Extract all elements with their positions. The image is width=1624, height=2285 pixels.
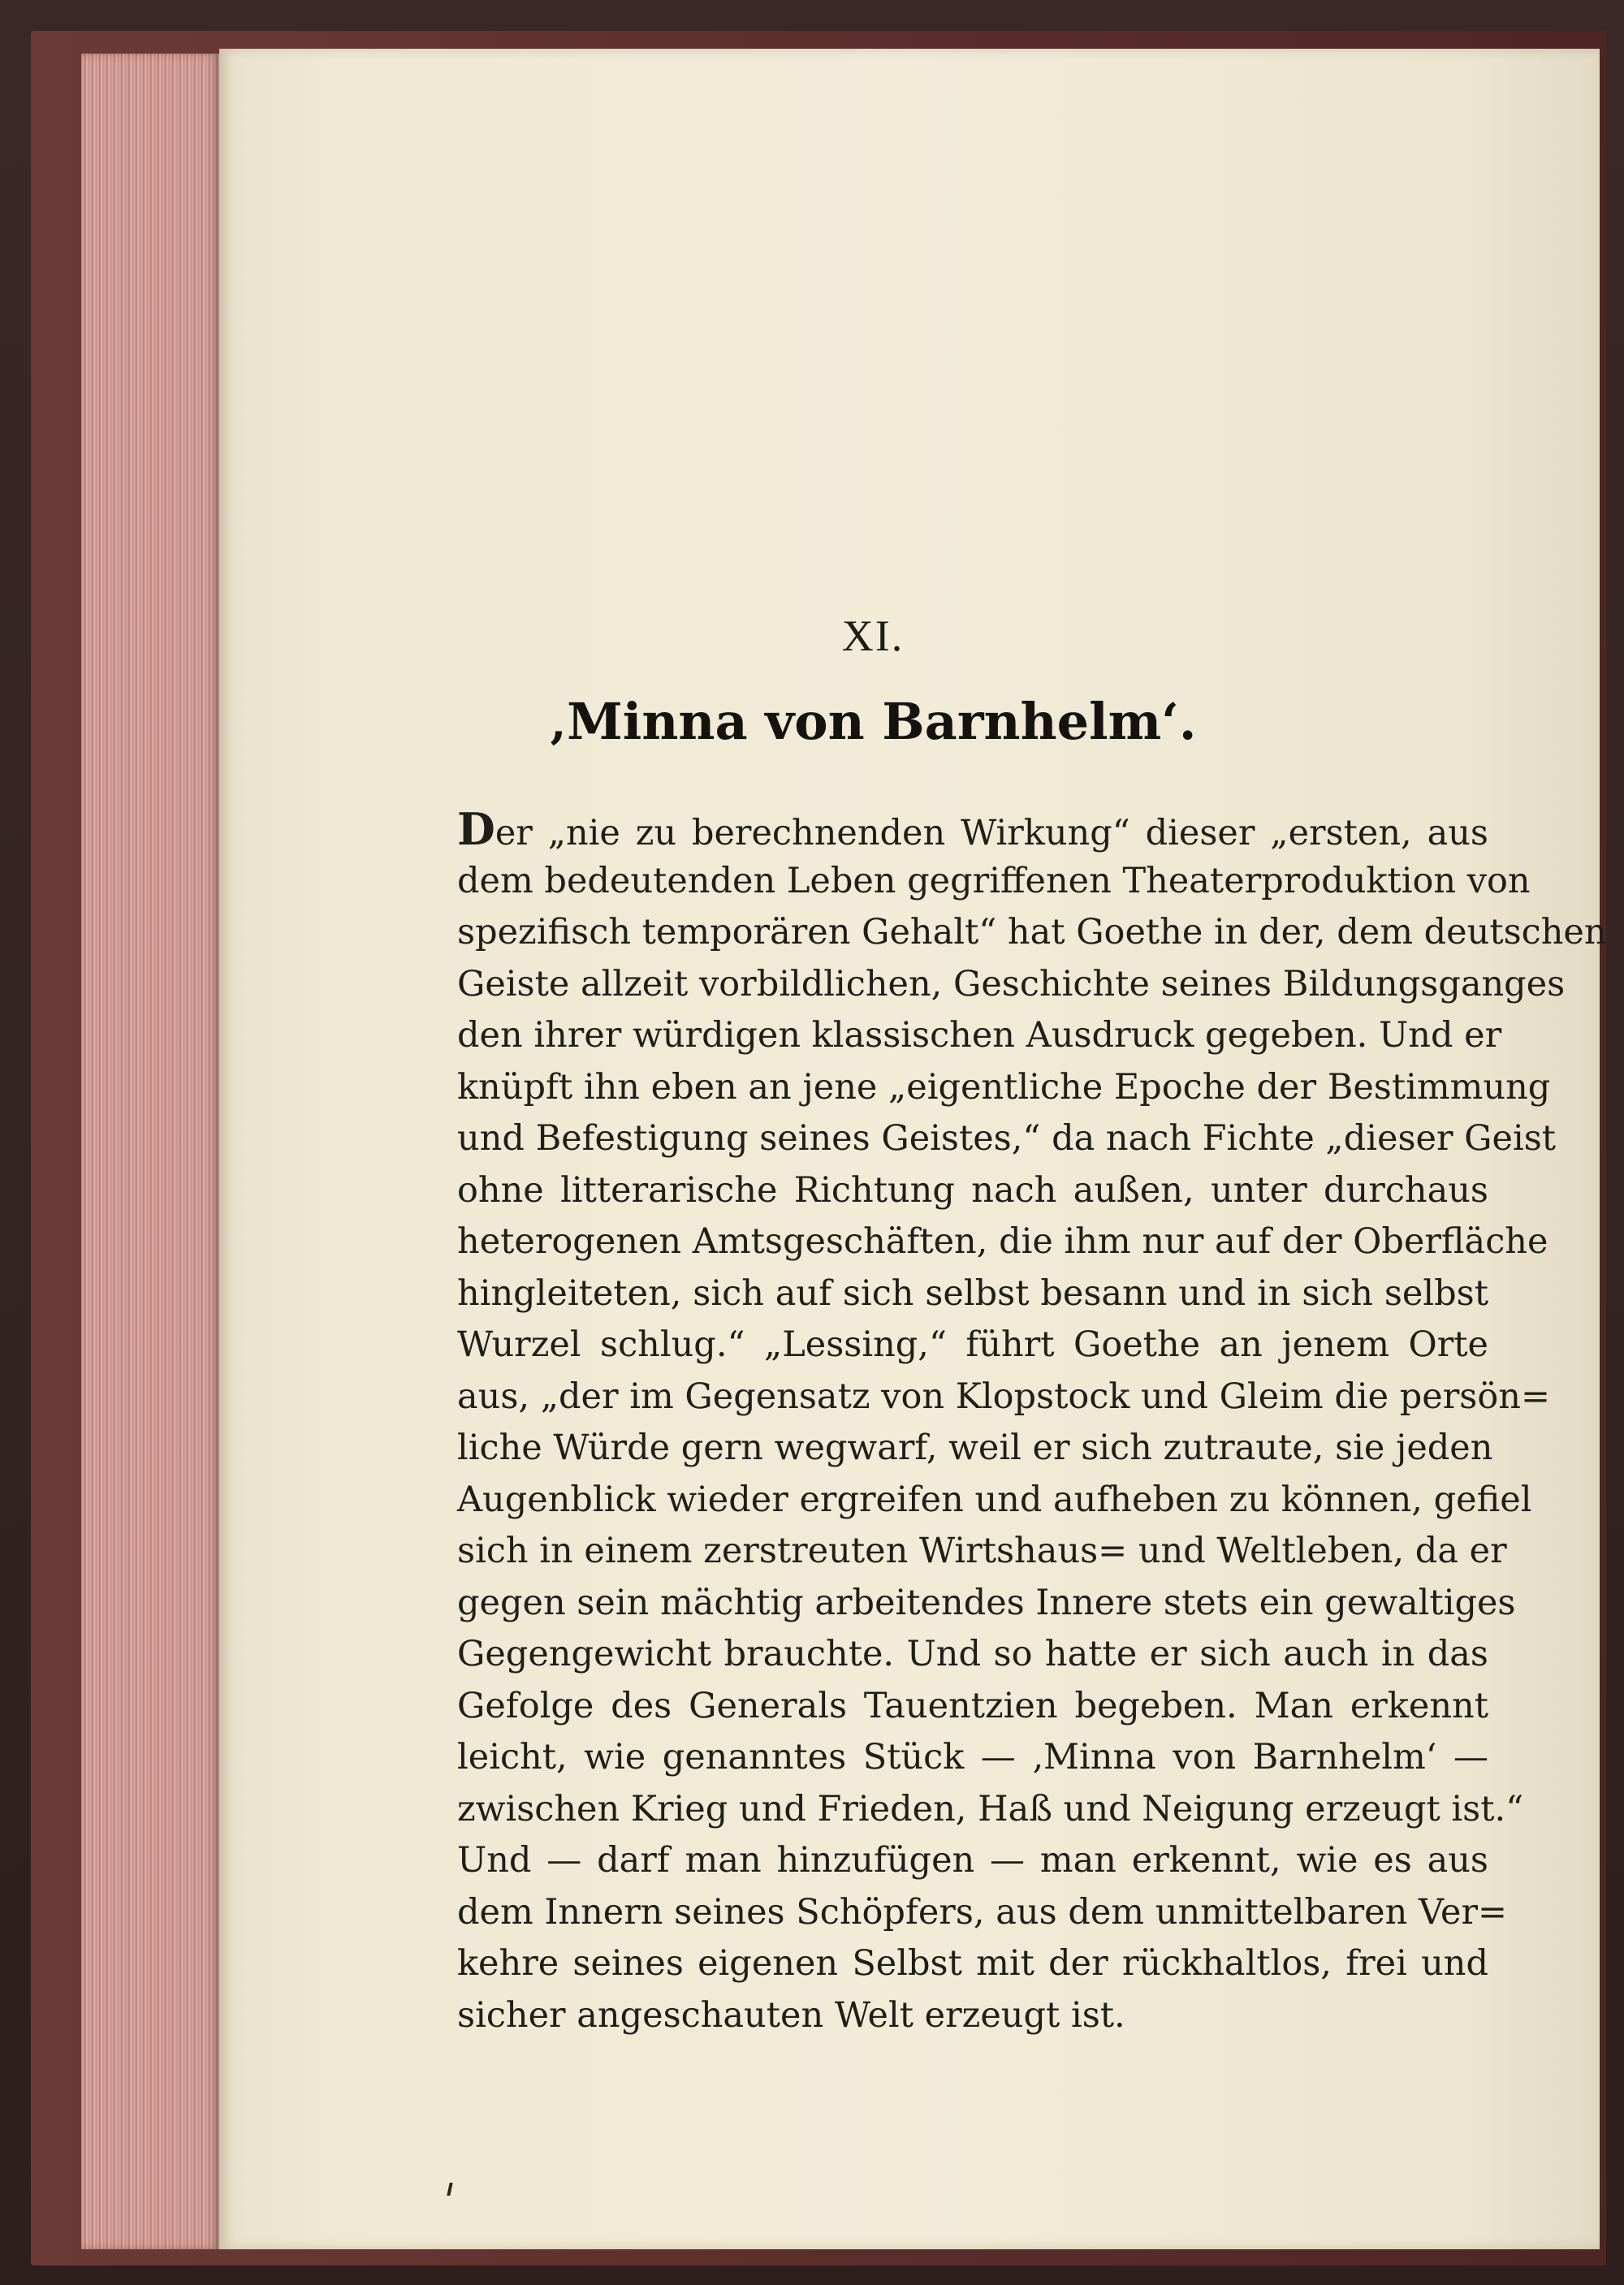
- text-line: leicht, wie genanntes Stück — ‚Minna von Barnhelm‘ —: [457, 1737, 1488, 1777]
- text-line-content: er „nie zu berechnenden Wirkung“ dieser „ersten, aus: [495, 813, 1488, 853]
- text-line: aus, „der im Gegensatz von Klopstock und Gleim die persön=: [457, 1376, 1550, 1417]
- text-line: sich in einem zerstreuten Wirtshaus= und Weltleben, da er: [457, 1531, 1507, 1571]
- text-line: dem bedeutenden Leben gegriffenen Theaterproduktion von: [457, 860, 1531, 901]
- text-line: zwischen Krieg und Frieden, Haß und Neigung erzeugt ist.“: [457, 1788, 1524, 1829]
- text-line: gegen sein mächtig arbeitendes Innere stets ein gewaltiges: [457, 1582, 1516, 1623]
- page-edges: [81, 54, 219, 2249]
- text-line: knüpft ihn eben an jene „eigentliche Epoche der Bestimmung: [457, 1066, 1551, 1108]
- text-line: ohne litterarische Richtung nach außen, unter durchaus: [457, 1169, 1488, 1211]
- drop-cap: D: [457, 803, 495, 855]
- text-line: dem Innern seines Schöpfers, aus dem unmittelbaren Ver=: [457, 1891, 1508, 1933]
- text-line: kehre seines eigenen Selbst mit der rückhaltlos, frei und: [457, 1943, 1488, 1984]
- text-line: Gefolge des Generals Tauentzien begeben. Man erkennt: [457, 1685, 1488, 1726]
- text-line: heterogenen Amtsgeschäften, die ihm nur auf der Oberfläche: [457, 1221, 1548, 1262]
- chapter-number: XI.: [841, 611, 905, 660]
- text-line: den ihrer würdigen klassischen Ausdruck gegeben. Und er: [457, 1015, 1502, 1056]
- text-line: sicher angeschauten Welt erzeugt ist.: [457, 1994, 1125, 2036]
- text-line: [457, 804, 1488, 856]
- text-line: Gegengewicht brauchte. Und so hatte er sich auch in das: [457, 1634, 1488, 1674]
- body-text: [457, 803, 1607, 2041]
- text-line: Und — darf man hinzufügen — man erkennt, wie es aus: [457, 1840, 1488, 1881]
- text-line: liche Würde gern wegwarf, weil er sich zutraute, sie jeden: [457, 1428, 1493, 1468]
- text-line: Geiste allzeit vorbildlichen, Geschichte seines Bildungsganges: [457, 963, 1566, 1004]
- text-line: hingleiteten, sich auf sich selbst besann und in sich selbst: [457, 1272, 1488, 1314]
- text-line: spezifisch temporären Gehalt“ hat Goethe in der, dem deutschen: [457, 912, 1607, 952]
- text-line: Augenblick wieder ergreifen und aufheben zu können, gefiel: [457, 1479, 1532, 1520]
- text-line: und Befestigung seines Geistes,“ da nach Fichte „dieser Geist: [457, 1118, 1557, 1159]
- text-line: Wurzel schlug.“ „Lessing,“ führt Goethe an jenem Orte: [457, 1324, 1488, 1365]
- chapter-title: ‚Minna von Barnhelm‘.: [549, 692, 1197, 751]
